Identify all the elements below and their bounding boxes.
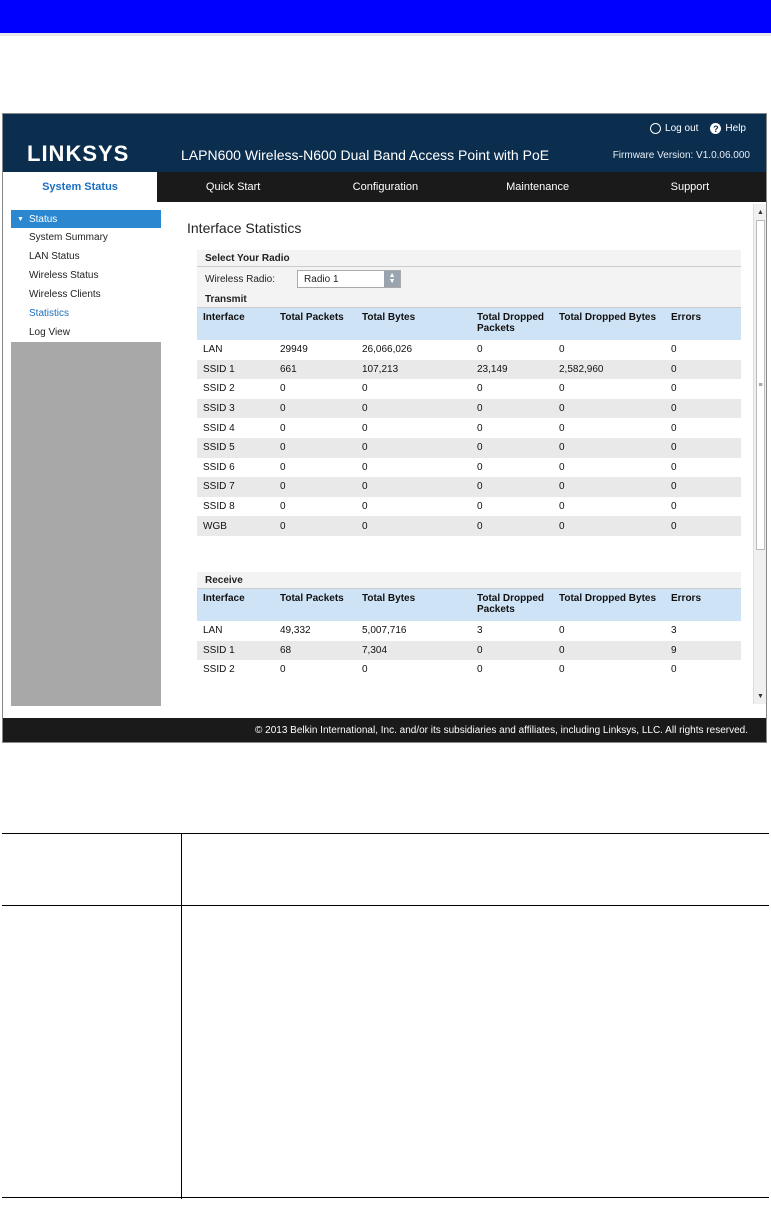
sidebar-header-label: Status [28,213,58,225]
select-radio-heading: Select Your Radio [197,250,741,267]
table-row [197,641,741,661]
table-cell: 0 [665,497,741,517]
table-cell: 0 [274,477,356,497]
table-cell: SSID 8 [197,497,274,517]
sidebar-item-system-summary[interactable]: System Summary [29,232,108,243]
table-cell: 0 [665,477,741,497]
col-total-dropped-bytes: Total Dropped Bytes [553,589,665,621]
table-cell: 0 [274,458,356,478]
table-cell: SSID 4 [197,418,274,438]
table-cell: 23,149 [471,360,553,380]
wireless-radio-select[interactable] [297,270,401,288]
receive-heading: Receive [197,572,741,589]
scroll-down-arrow-icon[interactable]: ▼ [757,692,764,700]
caret-down-icon: ▼ [17,215,24,223]
col-errors: Errors [665,308,741,340]
sidebar-item-lan-status[interactable]: LAN Status [29,251,80,262]
table-cell: 0 [356,418,471,438]
main-nav [3,172,766,202]
table-cell: 0 [471,497,553,517]
col-interface: Interface [197,589,274,621]
table-cell: 0 [553,458,665,478]
table-cell: 0 [471,340,553,360]
spinner-arrows-icon: ▲ ▼ [384,271,400,287]
table-cell: 0 [274,399,356,419]
tab-system-status[interactable]: System Status [3,172,157,202]
table-cell: 0 [665,399,741,419]
table-cell: 107,213 [356,360,471,380]
sidebar-item-wireless-clients[interactable]: Wireless Clients [29,289,101,300]
table-cell: 3 [471,621,553,641]
col-total-bytes: Total Bytes [356,308,471,340]
table-cell: 0 [553,438,665,458]
table-cell: 0 [665,379,741,399]
ui-screenshot [2,113,767,743]
product-title: LAPN600 Wireless-N600 Dual Band Access Point with PoE [181,147,550,163]
table-cell: 0 [471,660,553,680]
col-interface: Interface [197,308,274,340]
table-cell: 7,304 [356,641,471,661]
table-cell: 0 [553,497,665,517]
table-cell: 0 [553,418,665,438]
power-icon [650,123,661,134]
table-row [197,360,741,380]
table-row [197,399,741,419]
transmit-section [197,250,741,536]
col-total-packets: Total Packets [274,308,356,340]
table-cell: 0 [356,660,471,680]
table-cell: 0 [665,438,741,458]
table-cell: 0 [471,458,553,478]
help-link[interactable] [710,123,746,134]
table-cell: 0 [356,458,471,478]
table-cell: LAN [197,621,274,641]
table-row [197,438,741,458]
table-cell: 661 [274,360,356,380]
table-cell: 0 [553,660,665,680]
table-cell: 0 [665,340,741,360]
table-cell: 0 [274,379,356,399]
table-cell: 0 [471,399,553,419]
table-cell: 0 [356,399,471,419]
table-cell: 0 [274,438,356,458]
footer-copyright: © 2013 Belkin International, Inc. and/or its subsidiaries and affiliates, including Linksys, LLC. All rights reserved. [3,718,766,742]
table-cell: SSID 5 [197,438,274,458]
table-cell: 0 [665,360,741,380]
col-total-dropped-packets: Total Dropped Packets [471,308,553,340]
table-cell: SSID 1 [197,641,274,661]
tab-maintenance[interactable]: Maintenance [506,181,570,193]
table-cell: SSID 2 [197,660,274,680]
table-cell: 9 [665,641,741,661]
table-cell: 0 [553,340,665,360]
transmit-heading: Transmit [197,291,741,308]
table-cell: 0 [356,477,471,497]
table-row [197,497,741,517]
table-cell: SSID 6 [197,458,274,478]
tab-quick-start[interactable]: Quick Start [205,181,261,193]
table-cell: 0 [274,418,356,438]
table-header-row [197,308,741,340]
table-cell: 0 [471,477,553,497]
transmit-table [197,308,741,536]
document-table [2,833,769,1198]
document-table-divider [181,834,182,1199]
table-cell: 2,582,960 [553,360,665,380]
table-row [197,621,741,641]
help-icon: ? [710,123,721,134]
receive-section [197,572,741,680]
linksys-logo: LINKSYS [27,141,130,166]
document-header-banner [0,0,771,33]
table-cell: 0 [274,660,356,680]
table-cell: 68 [274,641,356,661]
tab-configuration[interactable]: Configuration [352,181,419,193]
table-cell: 0 [553,379,665,399]
table-cell: 0 [665,660,741,680]
brand-bar [3,114,766,172]
table-header-row [197,589,741,621]
table-cell: 0 [553,621,665,641]
table-cell: 0 [356,497,471,517]
table-cell: 5,007,716 [356,621,471,641]
table-cell: LAN [197,340,274,360]
top-links [650,123,746,134]
table-cell: 0 [471,379,553,399]
col-total-dropped-bytes: Total Dropped Bytes [553,308,665,340]
sidebar-item-log-view[interactable]: Log View [29,327,70,338]
sidebar [11,210,161,706]
tab-support[interactable]: Support [670,181,710,193]
scroll-thumb[interactable]: ≡ [756,220,765,550]
logout-link[interactable] [650,123,698,134]
table-cell: 0 [665,458,741,478]
table-cell: 49,332 [274,621,356,641]
table-row [197,477,741,497]
col-errors: Errors [665,589,741,621]
wireless-radio-label: Wireless Radio: [205,273,276,285]
table-row [197,379,741,399]
col-total-packets: Total Packets [274,589,356,621]
table-cell: SSID 7 [197,477,274,497]
logout-label: Log out [665,123,699,134]
receive-table [197,589,741,680]
table-row [197,516,741,536]
table-cell: 0 [356,379,471,399]
document-header-rule [0,33,771,36]
table-cell: 0 [665,516,741,536]
table-cell: 0 [356,438,471,458]
wireless-radio-value: Radio 1 [304,273,339,285]
table-cell: 0 [553,516,665,536]
table-cell: WGB [197,516,274,536]
table-cell: 0 [553,641,665,661]
col-total-bytes: Total Bytes [356,589,471,621]
document-table-row [2,834,769,906]
table-cell: 0 [471,438,553,458]
table-row [197,418,741,438]
table-cell: SSID 2 [197,379,274,399]
sidebar-item-statistics[interactable]: Statistics [29,308,70,319]
help-label: Help [725,123,746,134]
col-total-dropped-packets: Total Dropped Packets [471,589,553,621]
table-cell: 0 [471,516,553,536]
table-row [197,660,741,680]
table-cell: 3 [665,621,741,641]
table-cell: 0 [274,516,356,536]
scroll-up-arrow-icon[interactable]: ▲ [757,208,764,216]
table-cell: 26,066,026 [356,340,471,360]
table-cell: 0 [356,516,471,536]
sidebar-header-status[interactable] [11,210,161,228]
table-cell: 0 [471,641,553,661]
table-cell: SSID 1 [197,360,274,380]
table-cell: 0 [471,418,553,438]
content-scrollbar[interactable] [753,204,766,704]
table-cell: 29949 [274,340,356,360]
table-cell: 0 [553,477,665,497]
wireless-radio-row [197,267,741,291]
table-row [197,458,741,478]
sidebar-item-wireless-status[interactable]: Wireless Status [29,270,99,281]
table-cell: 0 [274,497,356,517]
page-title: Interface Statistics [187,220,302,236]
main-content [169,202,753,706]
table-cell: SSID 3 [197,399,274,419]
table-row [197,340,741,360]
table-cell: 0 [553,399,665,419]
table-cell: 0 [665,418,741,438]
firmware-version: Firmware Version: V1.0.06.000 [612,150,750,161]
